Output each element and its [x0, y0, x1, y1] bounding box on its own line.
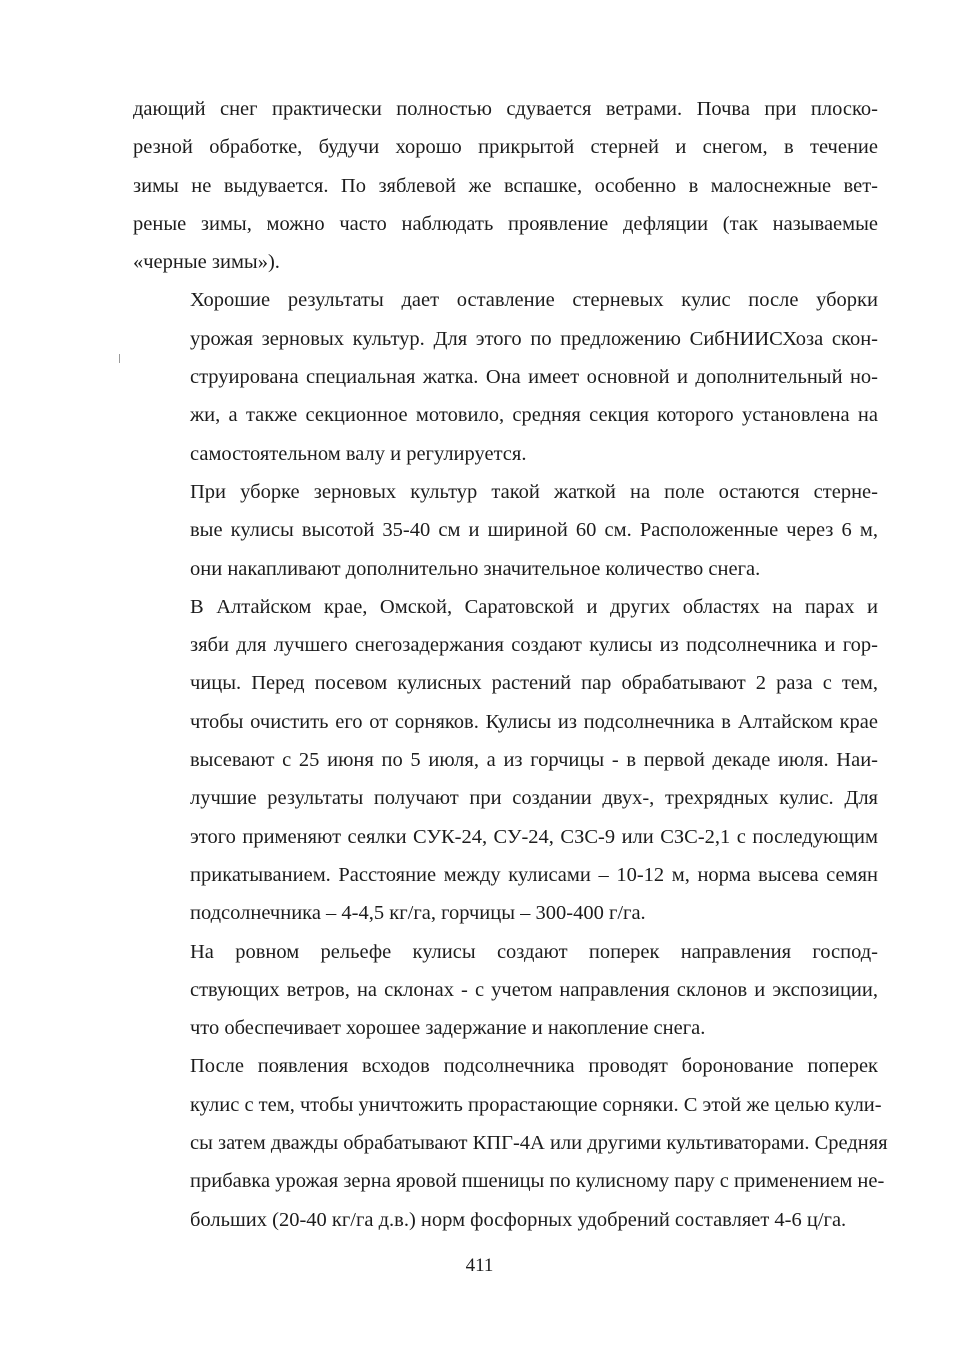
text-line: самостоятельном валу и регулируется.: [190, 442, 527, 465]
text-line: чицы. Перед посевом кулисных растений пар обрабатывают 2 раза с тем,: [190, 672, 878, 695]
text-line: кулис с тем, чтобы уничтожить прорастающие сорняки. С этой же целью кули-: [190, 1093, 882, 1116]
text-line: лучшие результаты получают при создании двух-, трехрядных кулис. Для: [190, 787, 878, 810]
text-line: что обеспечивает хорошее задержание и накопление снега.: [190, 1017, 706, 1040]
text-line: струирована специальная жатка. Она имеет основной и дополнительный но-: [190, 366, 878, 389]
text-line: реные зимы, можно часто наблюдать проявление дефляции (так называемые: [133, 212, 878, 235]
text-line: резной обработке, будучи хорошо прикрытой стерней и снегом, в течение: [133, 136, 878, 159]
text-line: зяби для лучшего снегозадержания создают кулисы из подсолнечника и гор-: [190, 634, 878, 657]
scan-speck: [119, 354, 120, 363]
paragraph: [133, 281, 878, 472]
text-line: ствующих ветров, на склонах - с учетом направления склонов и экспозиции,: [190, 978, 878, 1001]
text-line: После появления всходов подсолнечника проводят боронование поперек: [190, 1055, 878, 1078]
text-line: больших (20-40 кг/га д.в.) норм фосфорных удобрений составляет 4-6 ц/га.: [190, 1208, 847, 1231]
text-line: В Алтайском крае, Омской, Саратовской и других областях на парах и: [190, 595, 878, 618]
text-line: зимы не выдувается. По зяблевой же вспашке, особенно в малоснежные вет-: [133, 174, 878, 197]
paragraph: [133, 933, 878, 1048]
text-line: прикатыванием. Расстояние между кулисами – 10-12 м, норма высева семян: [190, 863, 878, 886]
text-line: высевают с 25 июня по 5 июля, а из горчицы - в первой декаде июля. Наи-: [190, 749, 878, 772]
text-line: вые кулисы высотой 35-40 см и шириной 60 см. Расположенные через 6 м,: [190, 519, 878, 542]
text-line: чтобы очистить его от сорняков. Кулисы из подсолнечника в Алтайском крае: [190, 710, 878, 733]
page-number: 411: [465, 1255, 494, 1276]
text-line: прибавка урожая зерна яровой пшеницы по кулисному пару с применением не-: [190, 1170, 885, 1193]
paragraph: [133, 473, 878, 588]
body-text: [133, 90, 888, 1239]
text-line: При уборке зерновых культур такой жаткой на поле остаются стерне-: [190, 480, 878, 503]
paragraph: [133, 90, 878, 281]
text-line: этого применяют сеялки СУК-24, СУ-24, СЗС-9 или СЗС-2,1 с последующим: [190, 825, 878, 848]
text-line: дающий снег практически полностью сдувается ветрами. Почва при плоско-: [133, 98, 878, 120]
text-line: «черные зимы»).: [133, 251, 280, 274]
text-line: урожая зерновых культур. Для этого по предложению СибНИИСХоза скон-: [190, 327, 878, 350]
text-line: Хорошие результаты дает оставление стерневых кулис после уборки: [190, 289, 878, 312]
text-line: На ровном рельефе кулисы создают поперек направления господ-: [190, 940, 878, 963]
text-line: сы затем дважды обрабатывают КПГ-4А или другими культиваторами. Средняя: [190, 1132, 888, 1155]
paragraph: [133, 1047, 888, 1238]
text-line: подсолнечника – 4-4,5 кг/га, горчицы – 300-400 г/га.: [190, 902, 646, 925]
text-line: жи, а также секционное мотовило, средняя секция которого установлена на: [190, 404, 878, 427]
paragraph: [133, 588, 878, 933]
text-line: они накапливают дополнительно значительное количество снега.: [190, 557, 761, 580]
